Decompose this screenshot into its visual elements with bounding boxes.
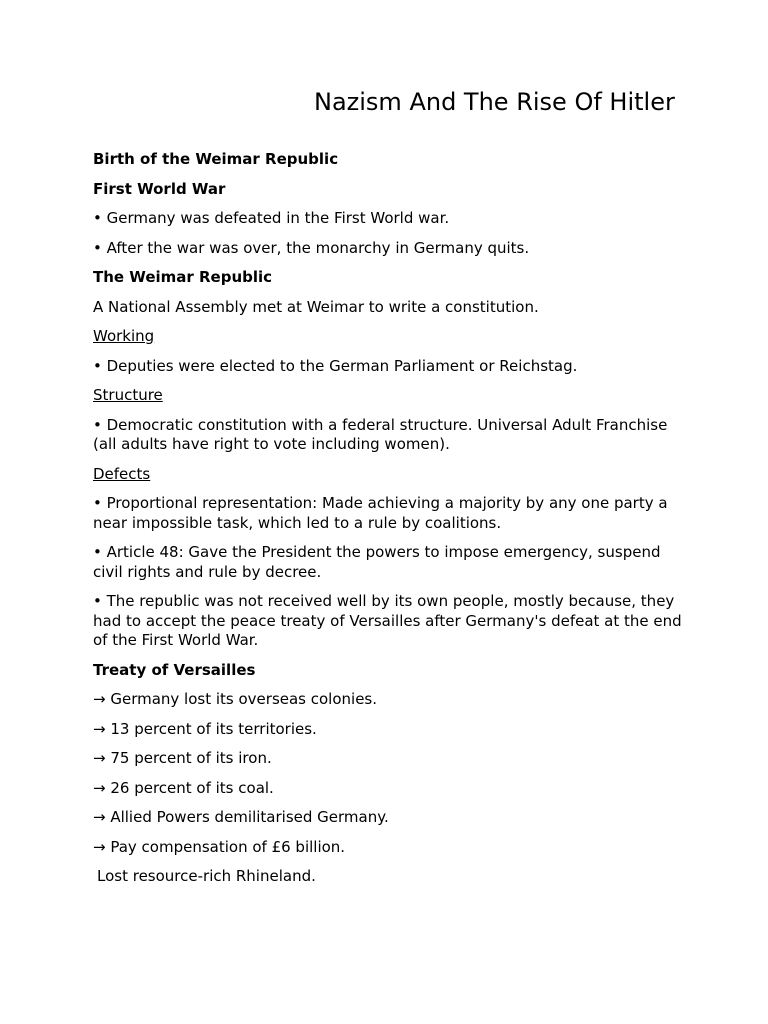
paragraph: → Pay compensation of £6 billion. — [93, 837, 346, 856]
paragraph: Lost resource-rich Rhineland. — [97, 867, 316, 885]
paragraph: → 13 percent of its territories. — [93, 719, 317, 738]
section-heading: Birth of the Weimar Republic — [93, 150, 339, 168]
paragraph: • After the war was over, the monarchy in Germany quits. — [93, 238, 530, 257]
paragraph: • Germany was defeated in the First World war. — [93, 209, 450, 227]
paragraph: → 26 percent of its coal. — [93, 778, 274, 797]
subsection-heading: Working — [93, 327, 155, 345]
paragraph: • Democratic constitution with a federal structure. Universal Adult Franchise (all adults have right to vote including women). — [93, 415, 668, 453]
subsection-heading: Structure — [93, 386, 163, 404]
paragraph: → Allied Powers demilitarised Germany. — [93, 808, 389, 826]
section-heading: Treaty of Versailles — [93, 660, 256, 679]
document-title: Nazism And The Rise Of Hitler — [314, 88, 675, 116]
paragraph: → 75 percent of its iron. — [93, 749, 272, 767]
paragraph: → Germany lost its overseas colonies. — [93, 690, 378, 708]
section-heading: First World War — [93, 179, 226, 198]
section-heading: The Weimar Republic — [93, 268, 273, 286]
subsection-heading: Defects — [93, 464, 151, 483]
paragraph: • Deputies were elected to the German Parliament or Reichstag. — [93, 356, 578, 375]
paragraph: • Article 48: Gave the President the powers to impose emergency, suspend civil rights and rule by decree. — [93, 543, 661, 581]
paragraph: A National Assembly met at Weimar to write a constitution. — [93, 297, 539, 316]
document-page — [93, 86, 683, 897]
document-body — [93, 150, 683, 887]
paragraph: • The republic was not received well by its own people, mostly because, they had to accept the peace treaty of Versailles after Germany's defeat at the end of the First World War. — [93, 592, 682, 649]
paragraph: • Proportional representation: Made achieving a majority by any one party a near impossible task, which led to a rule by coalitions. — [93, 494, 668, 532]
